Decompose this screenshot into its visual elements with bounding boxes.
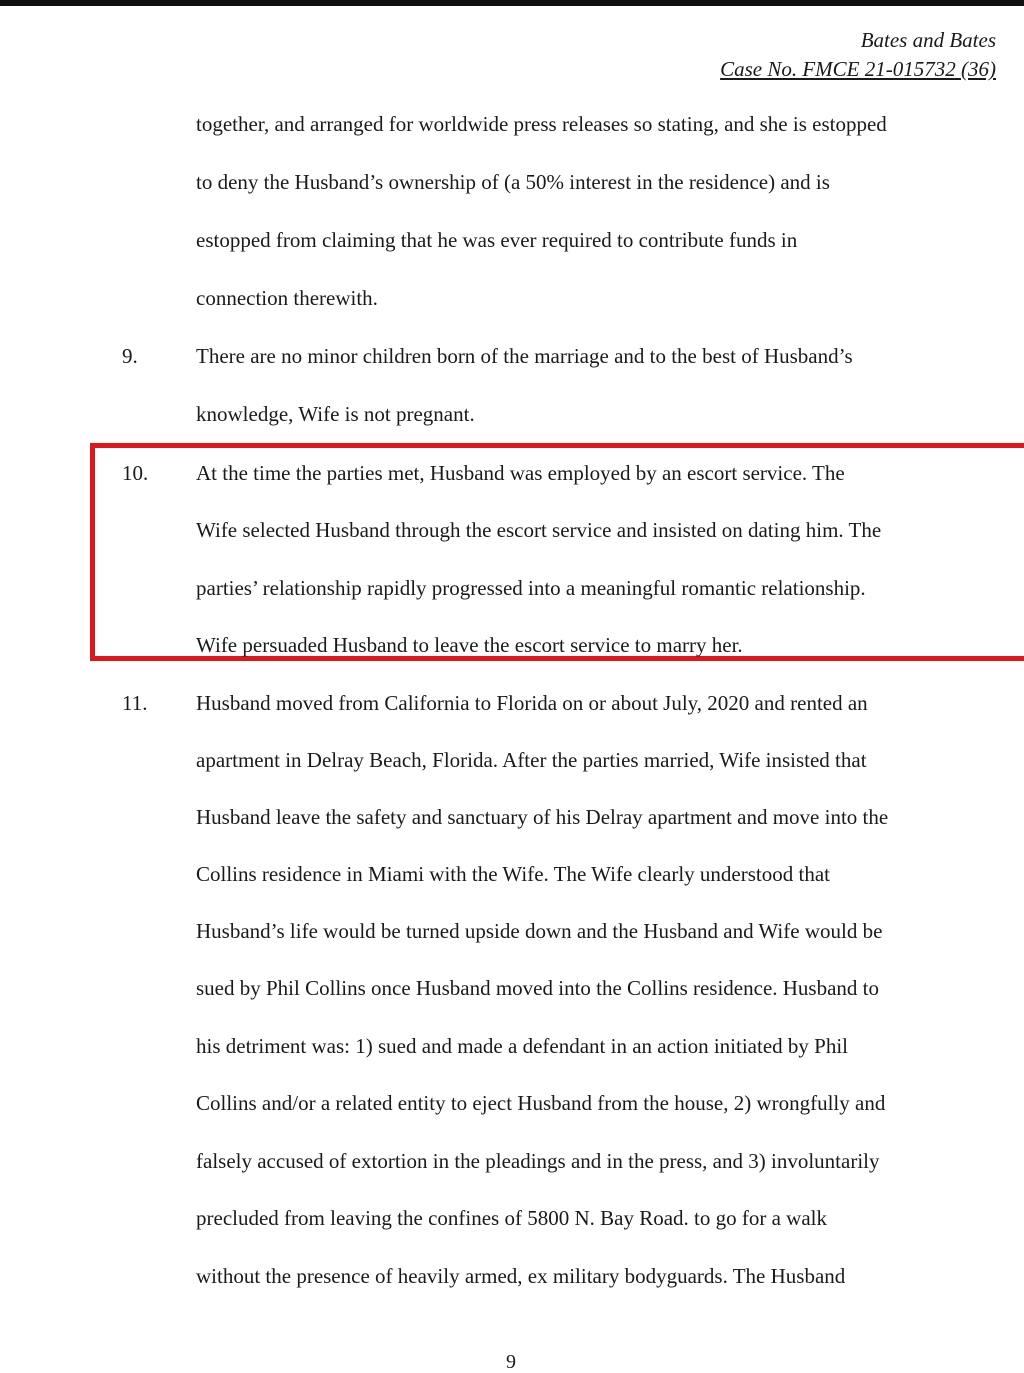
text-line: At the time the parties met, Husband was employed by an escort service. The bbox=[196, 461, 845, 485]
page-number: 9 bbox=[506, 1351, 516, 1373]
text-line: parties’ relationship rapidly progressed into a meaningful romantic relationship. bbox=[196, 576, 866, 600]
case-number: Case No. FMCE 21-015732 (36) bbox=[720, 57, 996, 81]
text-line: Husband moved from California to Florida on or about July, 2020 and rented an bbox=[196, 691, 868, 715]
text-line: knowledge, Wife is not pregnant. bbox=[196, 402, 475, 426]
text-line: Collins residence in Miami with the Wife. The Wife clearly understood that bbox=[196, 862, 830, 886]
case-caption: Bates and Bates bbox=[860, 28, 996, 52]
text-line: without the presence of heavily armed, ex military bodyguards. The Husband bbox=[196, 1264, 846, 1288]
text-line: together, and arranged for worldwide press releases so stating, and she is estopped bbox=[196, 112, 887, 136]
text-line: Husband’s life would be turned upside down and the Husband and Wife would be bbox=[196, 919, 883, 943]
text-line: apartment in Delray Beach, Florida. After the parties married, Wife insisted that bbox=[196, 748, 867, 772]
text-line: Husband leave the safety and sanctuary of his Delray apartment and move into the bbox=[196, 805, 889, 829]
text-line: There are no minor children born of the marriage and to the best of Husband’s bbox=[196, 344, 853, 368]
text-line: his detriment was: 1) sued and made a defendant in an action initiated by Phil bbox=[196, 1034, 848, 1058]
text-line: precluded from leaving the confines of 5800 N. Bay Road. to go for a walk bbox=[196, 1206, 827, 1230]
text-line: falsely accused of extortion in the pleadings and in the press, and 3) involuntarily bbox=[196, 1149, 880, 1173]
top-border bbox=[0, 0, 1024, 6]
text-line: estopped from claiming that he was ever required to contribute funds in bbox=[196, 228, 798, 252]
text-line: Wife persuaded Husband to leave the escort service to marry her. bbox=[196, 633, 743, 657]
text-line: connection therewith. bbox=[196, 286, 378, 310]
text-line: Wife selected Husband through the escort service and insisted on dating him. The bbox=[196, 518, 882, 542]
paragraph-number: 9. bbox=[122, 344, 138, 368]
paragraph-number: 10. bbox=[122, 461, 149, 485]
document-header bbox=[720, 26, 996, 84]
text-line: Collins and/or a related entity to eject Husband from the house, 2) wrongfully and bbox=[196, 1091, 886, 1115]
paragraph-number: 11. bbox=[122, 691, 148, 715]
text-line: to deny the Husband’s ownership of (a 50% interest in the residence) and is bbox=[196, 170, 830, 194]
text-line: sued by Phil Collins once Husband moved into the Collins residence. Husband to bbox=[196, 976, 880, 1000]
